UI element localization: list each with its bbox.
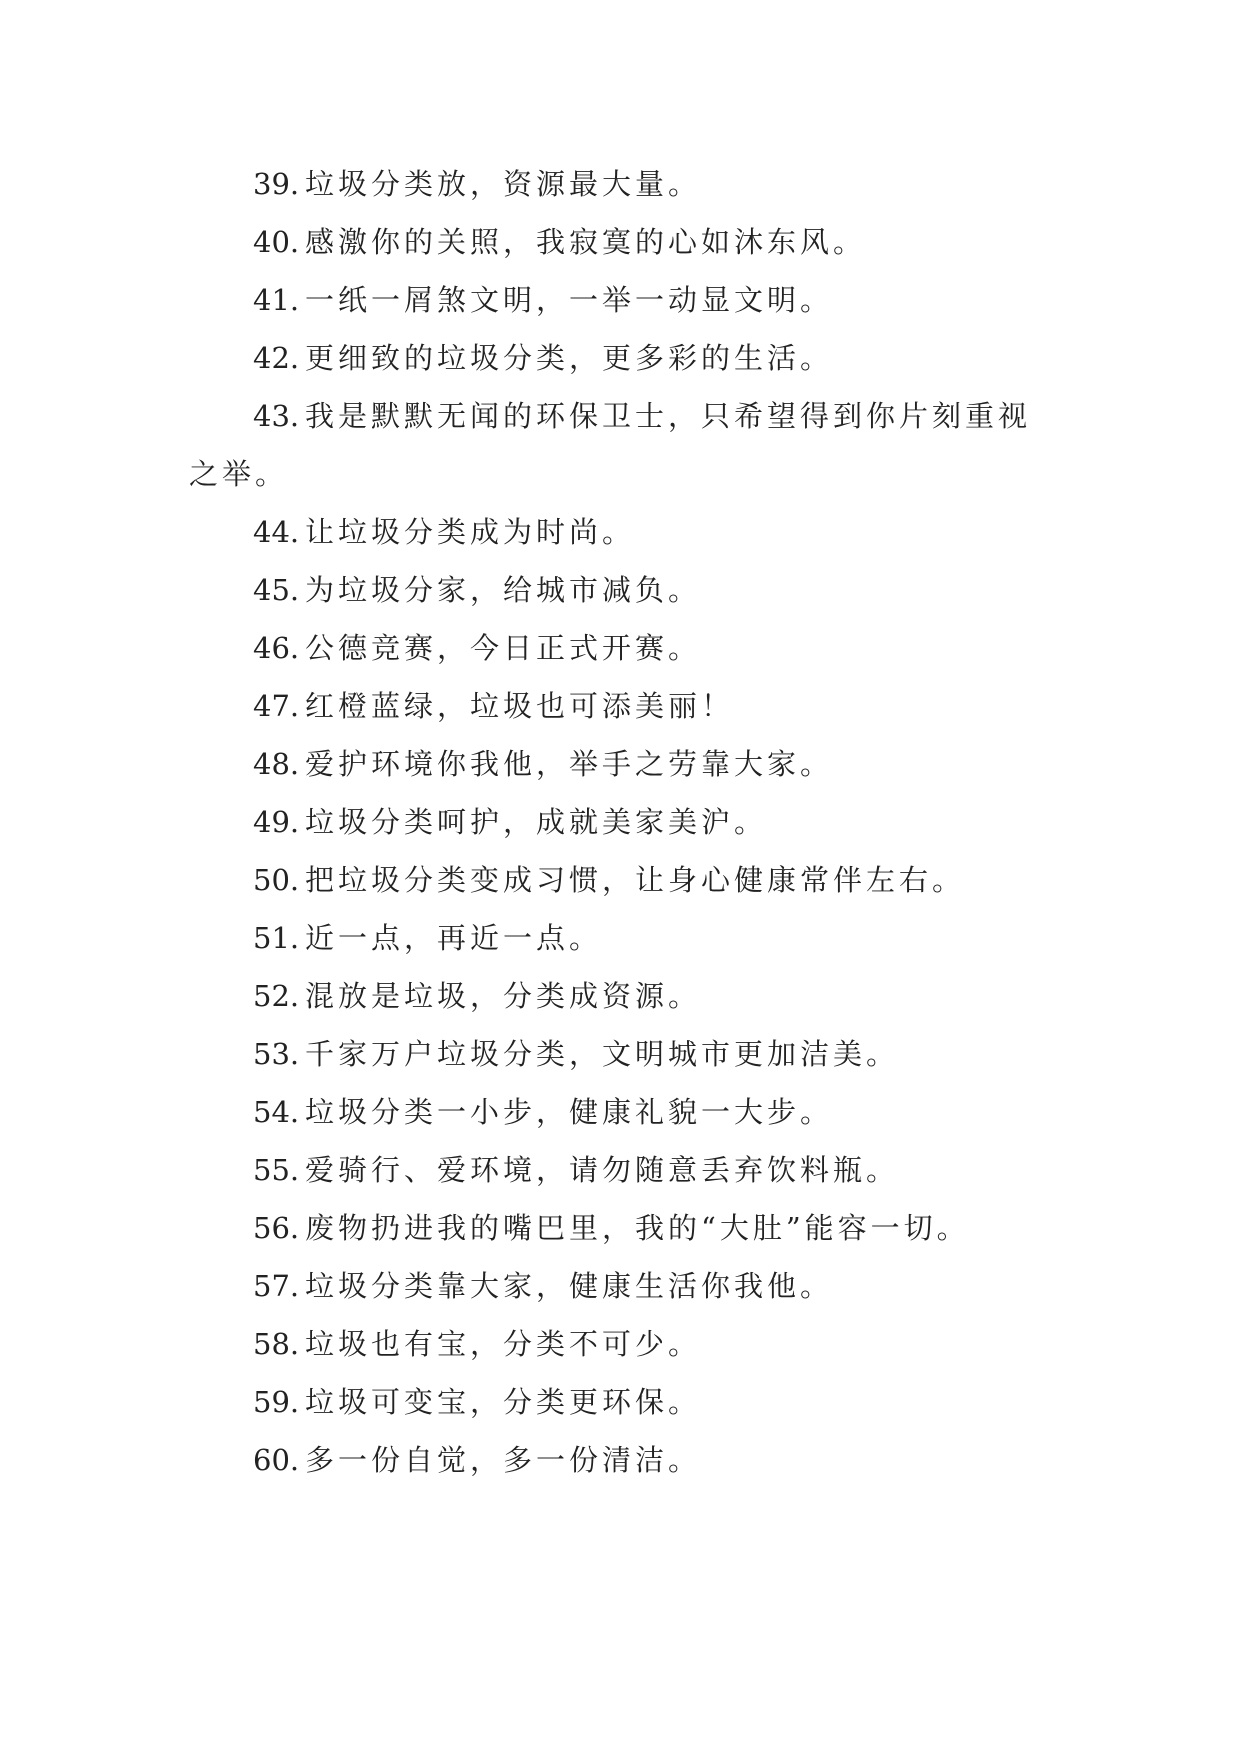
list-item — [0, 677, 1241, 735]
item-text: 感激你的关照，我寂寞的心如沐东风。 — [305, 225, 867, 259]
item-text: 把垃圾分类变成习惯，让身心健康常伴左右。 — [305, 863, 966, 897]
item-number: 42. — [253, 341, 300, 375]
list-item — [0, 851, 1241, 909]
item-text: 为垃圾分家，给城市减负。 — [305, 573, 702, 607]
list-item — [0, 735, 1241, 793]
item-number: 53. — [253, 1037, 300, 1071]
list-item — [0, 503, 1241, 561]
item-text: 让垃圾分类成为时尚。 — [305, 515, 636, 549]
list-item — [0, 1315, 1241, 1373]
list-item — [0, 1025, 1241, 1083]
item-number: 55. — [253, 1153, 300, 1187]
item-text: 垃圾分类一小步，健康礼貌一大步。 — [305, 1095, 834, 1129]
list-item-continuation — [0, 445, 1241, 503]
item-text: 垃圾分类靠大家，健康生活你我他。 — [305, 1269, 834, 1303]
item-text: 废物扔进我的嘴巴里，我的“大肚”能容一切。 — [305, 1211, 970, 1245]
item-text: 垃圾可变宝，分类更环保。 — [305, 1385, 702, 1419]
item-text: 多一份自觉，多一份清洁。 — [305, 1443, 702, 1477]
item-text: 垃圾分类放，资源最大量。 — [305, 167, 702, 201]
list-item — [0, 1431, 1241, 1489]
list-item — [0, 967, 1241, 1025]
item-text: 一纸一屑煞文明，一举一动显文明。 — [305, 283, 834, 317]
item-number: 51. — [253, 921, 300, 955]
item-text: 爱护环境你我他，举手之劳靠大家。 — [305, 747, 834, 781]
item-continuation-text: 之举。 — [189, 457, 289, 491]
item-number: 41. — [253, 283, 300, 317]
item-number: 52. — [253, 979, 300, 1013]
item-text: 混放是垃圾，分类成资源。 — [305, 979, 702, 1013]
list-item — [0, 271, 1241, 329]
item-number: 40. — [253, 225, 300, 259]
list-item — [0, 793, 1241, 851]
item-number: 56. — [253, 1211, 300, 1245]
list-item — [0, 561, 1241, 619]
item-number: 46. — [253, 631, 300, 665]
list-item — [0, 909, 1241, 967]
item-number: 48. — [253, 747, 300, 781]
item-number: 47. — [253, 689, 300, 723]
slogan-list — [0, 155, 1241, 1489]
list-item — [0, 619, 1241, 677]
item-text: 更细致的垃圾分类，更多彩的生活。 — [305, 341, 834, 375]
list-item — [0, 329, 1241, 387]
item-number: 60. — [253, 1443, 300, 1477]
item-text: 我是默默无闻的环保卫士，只希望得到你片刻重视 — [305, 399, 1032, 433]
list-item — [0, 1141, 1241, 1199]
item-number: 50. — [253, 863, 300, 897]
item-number: 44. — [253, 515, 300, 549]
item-number: 39. — [253, 167, 300, 201]
item-text: 垃圾也有宝，分类不可少。 — [305, 1327, 702, 1361]
list-item — [0, 1373, 1241, 1431]
list-item — [0, 387, 1241, 445]
item-text: 近一点，再近一点。 — [305, 921, 603, 955]
item-text: 红橙蓝绿，垃圾也可添美丽！ — [305, 689, 735, 723]
item-text: 公德竞赛，今日正式开赛。 — [305, 631, 702, 665]
list-item — [0, 213, 1241, 271]
item-text: 千家万户垃圾分类，文明城市更加洁美。 — [305, 1037, 900, 1071]
item-number: 59. — [253, 1385, 300, 1419]
item-text: 垃圾分类呵护，成就美家美沪。 — [305, 805, 768, 839]
list-item — [0, 1257, 1241, 1315]
list-item — [0, 155, 1241, 213]
item-number: 58. — [253, 1327, 300, 1361]
item-number: 43. — [253, 399, 300, 433]
list-item — [0, 1199, 1241, 1257]
item-number: 57. — [253, 1269, 300, 1303]
list-item — [0, 1083, 1241, 1141]
item-text: 爱骑行、爱环境，请勿随意丢弃饮料瓶。 — [305, 1153, 900, 1187]
item-number: 45. — [253, 573, 300, 607]
item-number: 54. — [253, 1095, 300, 1129]
item-number: 49. — [253, 805, 300, 839]
